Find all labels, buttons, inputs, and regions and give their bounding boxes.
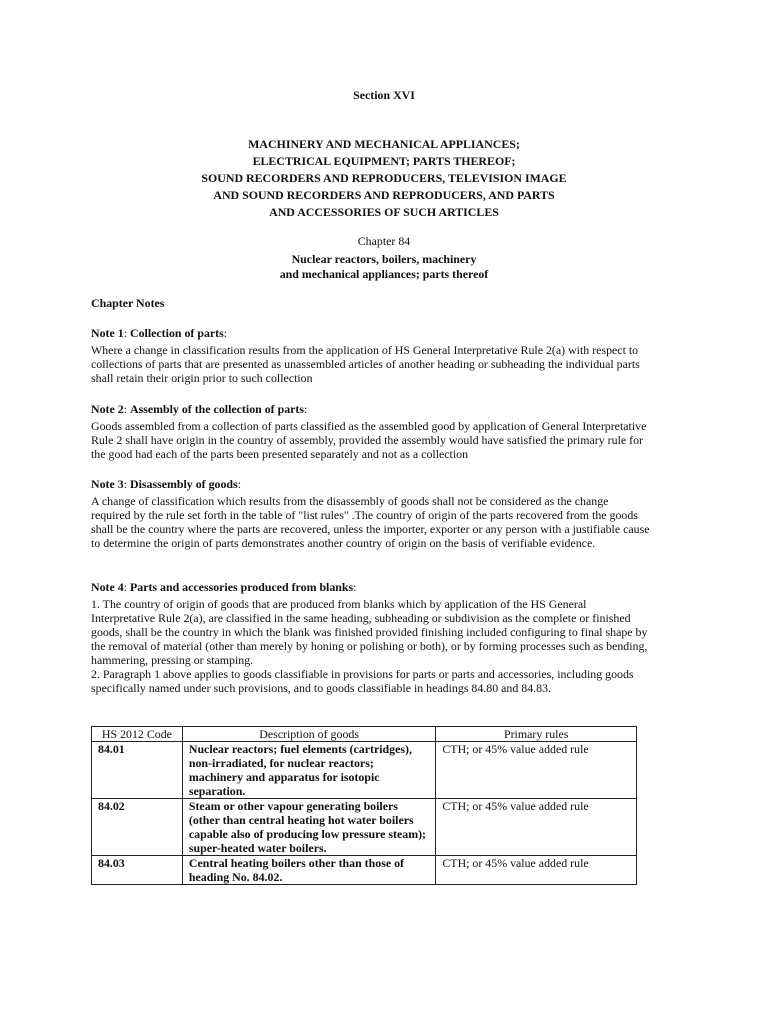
- note-2-text: Goods assembled from a collection of parts classified as the assembled good by application of General Interpretative Rule 2 shall have origin in the country of assembly, provided the assembly would have satisfied the primary rule for the good had each of the parts been presented separately and not as a collection: [91, 419, 647, 461]
- section-title-line-5: AND ACCESSORIES OF SUCH ARTICLES: [269, 205, 499, 219]
- section-title-line-2: ELECTRICAL EQUIPMENT; PARTS THEREOF;: [252, 154, 516, 168]
- row-code: 84.02: [92, 799, 183, 856]
- note-4-title: Parts and accessories produced from blanks: [129, 580, 354, 594]
- note-4-text-2: 2. Paragraph 1 above applies to goods classifiable in provisions for parts or parts and accessories, including goods specifically named under such provisions, and to goods classifiable in headings 84.80 and 84.83.: [91, 667, 634, 695]
- note-2: Note 2: Assembly of the collection of parts: Goods assembled from a collection of parts classified as the assembled good by application of General Interpretative Rule 2 shall have origin in the country of assembly, provided the assembly would have satisfied the primary rule for the good had each of the parts been presented separately and not as a collection: [91, 402, 651, 461]
- note-1: Note 1: Collection of parts: Where a change in classification results from the application of HS General Interpretative Rule 2(a) with respect to collections of parts that are presented as unassembled articles of another heading or subheading the individual parts shall retain their origin prior to such collection: [91, 326, 651, 385]
- header-primary-rules: Primary rules: [436, 727, 637, 742]
- chapter-notes-heading: Chapter Notes: [91, 296, 165, 310]
- row-code: 84.01: [92, 742, 183, 799]
- note-3-text: A change of classification which results from the disassembly of goods shall not be considered as the change required by the rule set forth in the table of "list rules" .The country of origin of the parts recovered from the goods shall be the country where the parts are recovered, unless the importer, exporter or any person with a justifiable cause to determine the origin of parts demonstrates another country of origin on the basis of verifiable evidence.: [91, 494, 650, 550]
- row-code: 84.03: [92, 856, 183, 885]
- rules-table: [91, 726, 637, 885]
- table-row: [92, 856, 637, 885]
- note-3: Note 3: Disassembly of goods: A change of classification which results from the disassembly of goods shall not be considered as the change required by the rule set forth in the table of "list rules" .The country of origin of the parts recovered from the goods shall be the country where the parts are recovered, unless the importer, exporter or any person with a justifiable cause to determine the origin of parts demonstrates another country of origin on the basis of verifiable evidence.: [91, 477, 650, 550]
- chapter-title-line-2: and mechanical appliances; parts thereof: [279, 267, 489, 281]
- note-4-label: Note 4: [91, 580, 124, 594]
- row-rule: CTH; or 45% value added rule: [436, 799, 637, 856]
- note-4-text-1: 1. The country of origin of goods that are produced from blanks which by application of the HS General Interpretative Rule 2(a), are classified in the same heading, subheading or subdivision as the complete or finished goods, shall be the country in which the blank was finished provided finishing included configuring to final shape by the removal of material (other than merely by honing or polishing or both), or by forming processes such as bending, hammering, pressing or stamping.: [91, 597, 648, 667]
- table-row: [92, 799, 637, 856]
- section-heading: Section XVI: [353, 88, 415, 102]
- table-row: [92, 742, 637, 799]
- row-description: Central heating boilers other than those of heading No. 84.02.: [182, 856, 436, 885]
- table-header-row: [92, 727, 637, 742]
- header-hs-code: HS 2012 Code: [92, 727, 183, 742]
- section-title-line-4: AND SOUND RECORDERS AND REPRODUCERS, AND PARTS: [213, 188, 555, 202]
- section-title-line-3: SOUND RECORDERS AND REPRODUCERS, TELEVISION IMAGE: [201, 171, 567, 185]
- row-rule: CTH; or 45% value added rule: [436, 856, 637, 885]
- note-3-label: Note 3: [91, 477, 124, 491]
- chapter-heading: Chapter 84: [357, 234, 411, 248]
- row-rule: CTH; or 45% value added rule: [436, 742, 637, 799]
- header-description: Description of goods: [182, 727, 436, 742]
- note-1-title: Collection of parts: [129, 326, 224, 340]
- note-1-text: Where a change in classification results from the application of HS General Interpretative Rule 2(a) with respect to collections of parts that are presented as unassembled articles of another heading or subheading the individual parts shall retain their origin prior to such collection: [91, 343, 640, 385]
- section-title-line-1: MACHINERY AND MECHANICAL APPLIANCES;: [248, 137, 520, 151]
- note-3-title: Disassembly of goods: [129, 477, 238, 491]
- chapter-title-line-1: Nuclear reactors, boilers, machinery: [291, 252, 477, 266]
- note-1-label: Note 1: [91, 326, 124, 340]
- row-description: Steam or other vapour generating boilers (other than central heating hot water boilers capable also of producing low pressure steam); super-heated water boilers.: [182, 799, 436, 856]
- note-2-label: Note 2: [91, 402, 124, 416]
- note-4: Note 4: Parts and accessories produced from blanks: 1. The country of origin of goods that are produced from blanks which by application of the HS General Interpretative Rule 2(a), are classified in the same heading, subheading or subdivision as the complete or finished goods, shall be the country in which the blank was finished provided finishing included configuring to final shape by the removal of material (other than merely by honing or polishing or both), or by forming processes such as bending, hammering, pressing or stamping. 2. Paragraph 1 above applies to goods classifiable in provisions for parts or parts and accessories, including goods specifically named under such provisions, and to goods classifiable in headings 84.80 and 84.83.: [91, 580, 651, 695]
- note-2-title: Assembly of the collection of parts: [129, 402, 305, 416]
- row-description: Nuclear reactors; fuel elements (cartridges), non-irradiated, for nuclear reactors; machinery and apparatus for isotopic separation.: [182, 742, 436, 799]
